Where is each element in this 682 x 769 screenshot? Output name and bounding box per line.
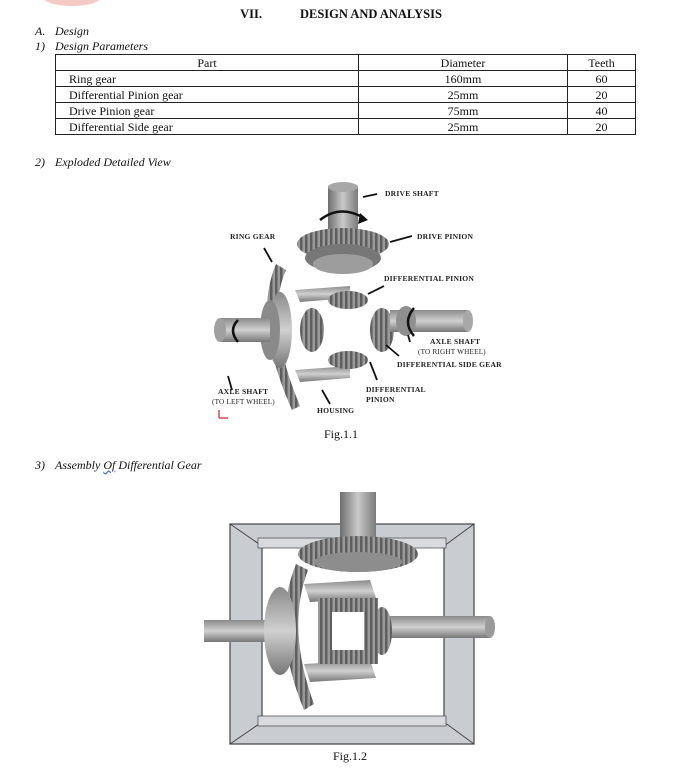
label-axle-shaft-left: AXLE SHAFT xyxy=(218,387,269,396)
cell-diameter: 160mm xyxy=(359,71,568,87)
parameters-number: 1) xyxy=(35,39,45,53)
label-differential-pinion-top: DIFFERENTIAL PINION xyxy=(384,274,475,283)
table-row xyxy=(56,119,636,135)
label-differential-pinion-bottom-2: PINION xyxy=(366,395,395,404)
header-diameter: Diameter xyxy=(359,55,568,71)
parameters-title: Design Parameters xyxy=(55,39,148,53)
header-part: Part xyxy=(56,55,359,71)
assembly-number: 3) xyxy=(35,458,45,472)
table-row xyxy=(56,103,636,119)
table-row xyxy=(56,87,636,103)
side-gear-left-shape xyxy=(300,308,324,352)
exploded-view-figure xyxy=(200,180,510,420)
header-teeth: Teeth xyxy=(568,55,636,71)
assembly-title-pre: Assembly xyxy=(55,458,104,472)
section-heading xyxy=(0,7,682,22)
label-axle-shaft-right: AXLE SHAFT xyxy=(430,337,481,346)
parameters-heading xyxy=(35,39,148,54)
table-header-row xyxy=(56,55,636,71)
subsection-title: Design xyxy=(55,24,89,38)
differential-pinion-bottom-shape xyxy=(328,351,368,369)
label-differential-pinion-bottom-1: DIFFERENTIAL xyxy=(366,385,426,394)
label-axle-shaft-right-sub: (TO RIGHT WHEEL) xyxy=(418,348,486,356)
assembly-heading xyxy=(35,458,202,473)
label-differential-side-gear: DIFFERENTIAL SIDE GEAR xyxy=(397,360,502,369)
table-row xyxy=(56,71,636,87)
drive-shaft-shape xyxy=(328,186,358,232)
left-axle-shaft-shape xyxy=(220,318,270,342)
subsection-heading xyxy=(35,24,89,39)
cell-teeth: 20 xyxy=(568,87,636,103)
axis-triad-icon xyxy=(216,408,230,420)
assembly-right-axle xyxy=(386,616,490,638)
differential-pinion-top-shape xyxy=(328,291,368,309)
cell-diameter: 25mm xyxy=(359,119,568,135)
cell-part: Drive Pinion gear xyxy=(56,103,359,119)
section-number: VII. xyxy=(240,7,262,21)
subsection-letter: A. xyxy=(35,24,46,38)
exploded-heading xyxy=(35,155,171,170)
label-axle-shaft-left-sub: (TO LEFT WHEEL) xyxy=(212,398,275,406)
exploded-number: 2) xyxy=(35,155,45,169)
cell-part: Differential Side gear xyxy=(56,119,359,135)
cell-diameter: 25mm xyxy=(359,87,568,103)
assembly-title-post: Differential Gear xyxy=(115,458,202,472)
exploded-title: Exploded Detailed View xyxy=(55,155,171,169)
cell-part: Ring gear xyxy=(56,71,359,87)
assembly-figure xyxy=(200,488,500,750)
label-drive-pinion: DRIVE PINION xyxy=(417,232,474,241)
figure-caption-1: Fig.1.1 xyxy=(323,427,358,441)
cell-teeth: 60 xyxy=(568,71,636,87)
label-ring-gear: RING GEAR xyxy=(230,232,276,241)
cell-teeth: 40 xyxy=(568,103,636,119)
header-logo-arc xyxy=(42,0,102,6)
figure-caption-2: Fig.1.2 xyxy=(332,749,367,763)
section-title: DESIGN AND ANALYSIS xyxy=(299,7,442,21)
label-drive-shaft: DRIVE SHAFT xyxy=(385,189,439,198)
design-parameters-table xyxy=(55,54,636,135)
assembly-title-of: Of xyxy=(103,458,116,472)
label-housing: HOUSING xyxy=(317,406,355,415)
cell-diameter: 75mm xyxy=(359,103,568,119)
cell-part: Differential Pinion gear xyxy=(56,87,359,103)
cell-teeth: 20 xyxy=(568,119,636,135)
